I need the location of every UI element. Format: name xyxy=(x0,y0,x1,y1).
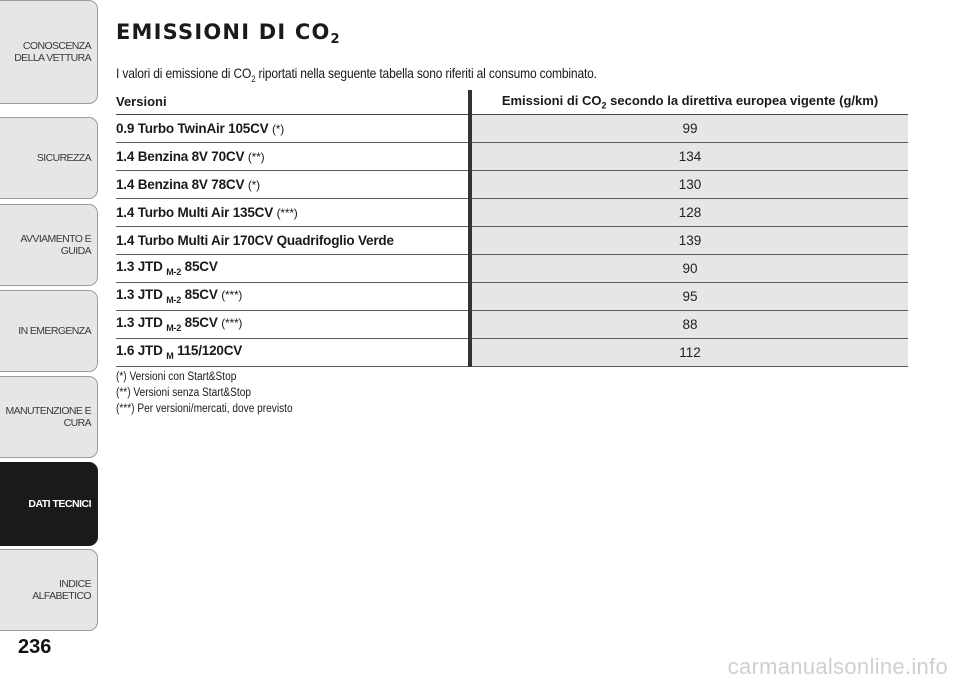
chapter-sidebar xyxy=(0,0,102,686)
version-cell: 1.4 Benzina 8V 78CV (*) xyxy=(116,170,470,198)
footnote: (***) Per versioni/mercati, dove previsto xyxy=(116,402,293,415)
version-cell: 1.4 Benzina 8V 70CV (**) xyxy=(116,142,470,170)
version-cell: 1.3 JTD $_{M-2}$ 85CV xyxy=(116,254,470,282)
table-row xyxy=(116,254,908,282)
emission-value-cell: 99 xyxy=(470,114,908,142)
footnotes xyxy=(116,369,813,417)
emission-value-cell: 88 xyxy=(470,310,908,338)
tab-conoscenza-della-vettura[interactable]: CONOSCENZA DELLA VETTURA xyxy=(0,0,98,104)
version-cell: 1.4 Turbo Multi Air 170CV Quadrifoglio Verde xyxy=(116,226,470,254)
emission-value-cell: 139 xyxy=(470,226,908,254)
tab-manutenzione-e-cura[interactable]: MANUTENZIONE E CURA xyxy=(0,376,98,458)
table-row xyxy=(116,282,908,310)
table-row xyxy=(116,170,908,198)
footnote: (**) Versioni senza Start&Stop xyxy=(116,386,252,399)
version-cell: 0.9 Turbo TwinAir 105CV (*) xyxy=(116,114,470,142)
table-row xyxy=(116,198,908,226)
watermark: carmanualsonline.info xyxy=(727,654,948,679)
page-number: 236 xyxy=(18,636,52,658)
tab-dati-tecnici[interactable]: DATI TECNICI xyxy=(0,462,98,546)
main-content xyxy=(116,18,908,417)
header-emissions: Emissioni di $CO_2$ secondo la direttiva europea vigente (g/km) xyxy=(470,90,908,115)
tab-avviamento-e-guida[interactable]: AVVIAMENTO E GUIDA xyxy=(0,204,98,286)
version-cell: 1.3 JTD $_{M-2}$ 85CV (***) xyxy=(116,310,470,338)
table-row xyxy=(116,142,908,170)
version-cell: 1.4 Turbo Multi Air 135CV (***) xyxy=(116,198,470,226)
emission-value-cell: 95 xyxy=(470,282,908,310)
table-header-row xyxy=(116,90,908,115)
emission-value-cell: 90 xyxy=(470,254,908,282)
tab-sicurezza[interactable]: SICUREZZA xyxy=(0,117,98,199)
section-title: EMISSIONI DI $CO_2$ xyxy=(116,20,341,47)
footnote: (*) Versioni con Start&Stop xyxy=(116,370,237,383)
emission-value-cell: 130 xyxy=(470,170,908,198)
emissions-table xyxy=(116,90,908,367)
tab-in-emergenza[interactable]: IN EMERGENZA xyxy=(0,290,98,372)
table-row xyxy=(116,310,908,338)
table-row xyxy=(116,226,908,254)
header-versions: Versioni xyxy=(116,90,470,115)
version-cell: 1.6 JTD $_M$ 115/120CV xyxy=(116,338,470,366)
tab-indice-alfabetico[interactable]: INDICE ALFABETICO xyxy=(0,549,98,631)
emission-value-cell: 128 xyxy=(470,198,908,226)
table-row xyxy=(116,114,908,142)
version-cell: 1.3 JTD $_{M-2}$ 85CV (***) xyxy=(116,282,470,310)
emission-value-cell: 134 xyxy=(470,142,908,170)
intro-text: I valori di emissione di $CO_2$ riportati nella seguente tabella sono riferiti al consumo combinato. xyxy=(116,65,597,84)
table-row xyxy=(116,338,908,366)
emission-value-cell: 112 xyxy=(470,338,908,366)
